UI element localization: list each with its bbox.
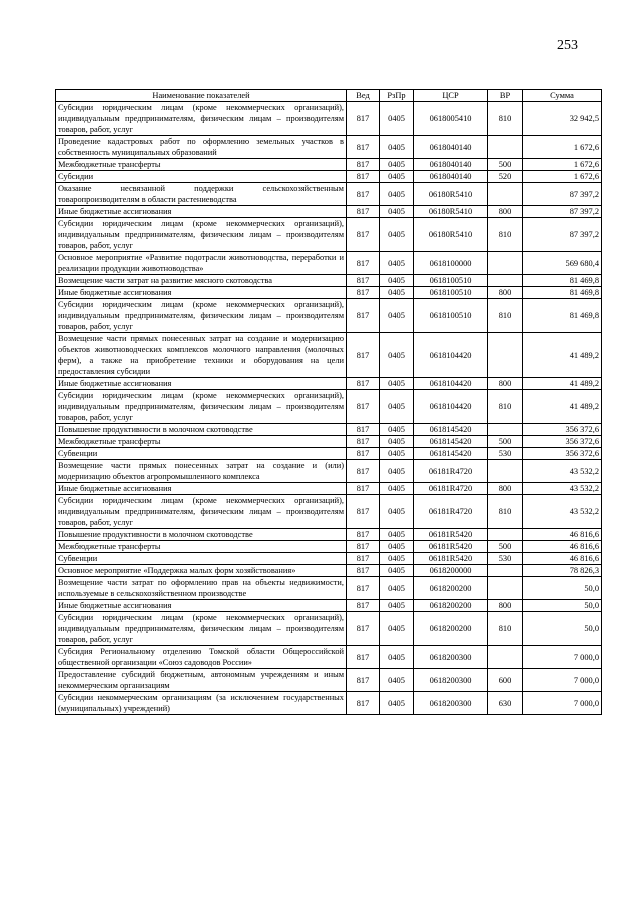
- cell-name: Субсидия Региональному отделению Томской области Общероссийской общественной организации «Союз садоводов России»: [56, 646, 347, 669]
- cell-vr: [488, 460, 523, 483]
- cell-rzpr: 0405: [380, 390, 414, 424]
- cell-sum: 50,0: [523, 600, 602, 612]
- cell-vr: 500: [488, 541, 523, 553]
- table-header-row: [56, 90, 602, 102]
- cell-rzpr: 0405: [380, 218, 414, 252]
- cell-ved: 817: [347, 206, 380, 218]
- cell-vr: 810: [488, 390, 523, 424]
- cell-sum: 50,0: [523, 612, 602, 646]
- table-row: [56, 692, 602, 715]
- cell-name: Возмещение части прямых понесенных затрат на создание и (или) модернизацию объектов агропромышленного комплекса: [56, 460, 347, 483]
- cell-sum: 81 469,8: [523, 275, 602, 287]
- cell-ved: 817: [347, 495, 380, 529]
- cell-csr: 06181R4720: [414, 460, 488, 483]
- cell-name: Повышение продуктивности в молочном скотоводстве: [56, 424, 347, 436]
- cell-csr: 06180R5410: [414, 183, 488, 206]
- cell-name: Субсидии юридическим лицам (кроме некоммерческих организаций), индивидуальным предпринимателям, физическим лицам – производителям товаров, работ, услуг: [56, 612, 347, 646]
- cell-ved: 817: [347, 600, 380, 612]
- cell-csr: 0618100000: [414, 252, 488, 275]
- cell-sum: 1 672,6: [523, 159, 602, 171]
- cell-vr: [488, 136, 523, 159]
- cell-csr: 0618100510: [414, 299, 488, 333]
- cell-ved: 817: [347, 252, 380, 275]
- table-row: [56, 390, 602, 424]
- cell-vr: [488, 275, 523, 287]
- cell-ved: 817: [347, 378, 380, 390]
- cell-ved: 817: [347, 553, 380, 565]
- cell-vr: 500: [488, 436, 523, 448]
- cell-rzpr: 0405: [380, 252, 414, 275]
- cell-ved: 817: [347, 448, 380, 460]
- table-row: [56, 299, 602, 333]
- table-row: [56, 333, 602, 378]
- cell-sum: 7 000,0: [523, 646, 602, 669]
- cell-sum: 50,0: [523, 577, 602, 600]
- cell-vr: 800: [488, 206, 523, 218]
- table-row: [56, 287, 602, 299]
- table-row: [56, 183, 602, 206]
- cell-rzpr: 0405: [380, 565, 414, 577]
- cell-vr: [488, 529, 523, 541]
- cell-ved: 817: [347, 299, 380, 333]
- cell-ved: 817: [347, 171, 380, 183]
- table-row: [56, 436, 602, 448]
- cell-name: Иные бюджетные ассигнования: [56, 483, 347, 495]
- cell-name: Повышение продуктивности в молочном скотоводстве: [56, 529, 347, 541]
- cell-ved: 817: [347, 612, 380, 646]
- cell-name: Субсидии юридическим лицам (кроме некоммерческих организаций), индивидуальным предпринимателям, физическим лицам – производителям товаров, работ, услуг: [56, 495, 347, 529]
- cell-sum: 41 489,2: [523, 333, 602, 378]
- cell-sum: 356 372,6: [523, 424, 602, 436]
- header-vr: ВР: [488, 90, 523, 102]
- table-body: [56, 102, 602, 715]
- cell-rzpr: 0405: [380, 424, 414, 436]
- cell-ved: 817: [347, 529, 380, 541]
- cell-ved: 817: [347, 646, 380, 669]
- cell-csr: 0618040140: [414, 136, 488, 159]
- cell-name: Субвенции: [56, 553, 347, 565]
- cell-rzpr: 0405: [380, 171, 414, 183]
- cell-vr: 800: [488, 483, 523, 495]
- cell-name: Возмещение части прямых понесенных затрат на создание и модернизацию объектов животноводческих комплексов молочного направления (молочных ферм), а также на приобретение техники и оборудования на цели предоставления субсидии: [56, 333, 347, 378]
- cell-vr: 530: [488, 448, 523, 460]
- cell-name: Субсидии: [56, 171, 347, 183]
- cell-name: Возмещение части затрат на развитие мясного скотоводства: [56, 275, 347, 287]
- header-ved: Вед: [347, 90, 380, 102]
- table-row: [56, 136, 602, 159]
- table-row: [56, 541, 602, 553]
- table-row: [56, 612, 602, 646]
- table-row: [56, 483, 602, 495]
- header-name: Наименование показателей: [56, 90, 347, 102]
- header-sum: Сумма: [523, 90, 602, 102]
- cell-csr: 06180R5410: [414, 206, 488, 218]
- cell-sum: 569 680,4: [523, 252, 602, 275]
- cell-name: Иные бюджетные ассигнования: [56, 378, 347, 390]
- cell-vr: 810: [488, 495, 523, 529]
- cell-csr: 0618200000: [414, 565, 488, 577]
- cell-sum: 41 489,2: [523, 378, 602, 390]
- table-row: [56, 646, 602, 669]
- cell-rzpr: 0405: [380, 692, 414, 715]
- table-row: [56, 171, 602, 183]
- cell-vr: [488, 252, 523, 275]
- table-row: [56, 529, 602, 541]
- cell-csr: 0618200200: [414, 612, 488, 646]
- budget-table: [55, 89, 602, 715]
- header-csr: ЦСР: [414, 90, 488, 102]
- cell-sum: 43 532,2: [523, 460, 602, 483]
- cell-ved: 817: [347, 159, 380, 171]
- cell-vr: 500: [488, 159, 523, 171]
- table-row: [56, 424, 602, 436]
- table-row: [56, 669, 602, 692]
- cell-rzpr: 0405: [380, 612, 414, 646]
- cell-csr: 0618104420: [414, 378, 488, 390]
- cell-sum: 46 816,6: [523, 553, 602, 565]
- cell-ved: 817: [347, 183, 380, 206]
- table-row: [56, 460, 602, 483]
- cell-rzpr: 0405: [380, 460, 414, 483]
- table-row: [56, 600, 602, 612]
- cell-ved: 817: [347, 136, 380, 159]
- cell-rzpr: 0405: [380, 577, 414, 600]
- cell-rzpr: 0405: [380, 646, 414, 669]
- cell-name: Иные бюджетные ассигнования: [56, 206, 347, 218]
- cell-rzpr: 0405: [380, 378, 414, 390]
- cell-name: Оказание несвязанной поддержки сельскохозяйственным товаропроизводителям в области растениеводства: [56, 183, 347, 206]
- cell-rzpr: 0405: [380, 448, 414, 460]
- cell-rzpr: 0405: [380, 541, 414, 553]
- cell-name: Иные бюджетные ассигнования: [56, 600, 347, 612]
- cell-name: Субсидии юридическим лицам (кроме некоммерческих организаций), индивидуальным предпринимателям, физическим лицам – производителям товаров, работ, услуг: [56, 390, 347, 424]
- cell-csr: 0618200300: [414, 646, 488, 669]
- cell-vr: 810: [488, 612, 523, 646]
- cell-name: Межбюджетные трансферты: [56, 159, 347, 171]
- cell-ved: 817: [347, 390, 380, 424]
- cell-ved: 817: [347, 436, 380, 448]
- cell-csr: 06181R5420: [414, 529, 488, 541]
- cell-rzpr: 0405: [380, 600, 414, 612]
- cell-vr: 800: [488, 600, 523, 612]
- cell-rzpr: 0405: [380, 669, 414, 692]
- page-number: 253: [557, 38, 578, 53]
- cell-csr: 0618104420: [414, 390, 488, 424]
- cell-sum: 7 000,0: [523, 669, 602, 692]
- cell-vr: [488, 183, 523, 206]
- cell-sum: 1 672,6: [523, 136, 602, 159]
- cell-name: Проведение кадастровых работ по оформлению земельных участков в собственность муниципальных образований: [56, 136, 347, 159]
- cell-csr: 0618100510: [414, 287, 488, 299]
- cell-rzpr: 0405: [380, 159, 414, 171]
- cell-sum: 46 816,6: [523, 541, 602, 553]
- cell-rzpr: 0405: [380, 483, 414, 495]
- cell-csr: 0618145420: [414, 424, 488, 436]
- table-row: [56, 218, 602, 252]
- cell-vr: 630: [488, 692, 523, 715]
- cell-rzpr: 0405: [380, 495, 414, 529]
- cell-name: Субсидии юридическим лицам (кроме некоммерческих организаций), индивидуальным предпринимателям, физическим лицам – производителям товаров, работ, услуг: [56, 102, 347, 136]
- cell-sum: 78 826,3: [523, 565, 602, 577]
- cell-vr: 810: [488, 102, 523, 136]
- cell-vr: [488, 424, 523, 436]
- table-row: [56, 159, 602, 171]
- cell-vr: [488, 646, 523, 669]
- cell-name: Субсидии юридическим лицам (кроме некоммерческих организаций), индивидуальным предпринимателям, физическим лицам – производителям товаров, работ, услуг: [56, 218, 347, 252]
- cell-name: Межбюджетные трансферты: [56, 436, 347, 448]
- cell-csr: 0618200300: [414, 692, 488, 715]
- cell-sum: 43 532,2: [523, 483, 602, 495]
- cell-ved: 817: [347, 424, 380, 436]
- cell-ved: 817: [347, 577, 380, 600]
- cell-ved: 817: [347, 692, 380, 715]
- table-row: [56, 378, 602, 390]
- cell-ved: 817: [347, 287, 380, 299]
- cell-vr: 520: [488, 171, 523, 183]
- cell-csr: 0618040140: [414, 159, 488, 171]
- cell-csr: 0618200200: [414, 577, 488, 600]
- cell-sum: 87 397,2: [523, 183, 602, 206]
- cell-sum: 32 942,5: [523, 102, 602, 136]
- cell-sum: 41 489,2: [523, 390, 602, 424]
- table-row: [56, 577, 602, 600]
- cell-ved: 817: [347, 102, 380, 136]
- cell-sum: 87 397,2: [523, 206, 602, 218]
- cell-csr: 06181R5420: [414, 541, 488, 553]
- cell-ved: 817: [347, 460, 380, 483]
- table-row: [56, 252, 602, 275]
- cell-sum: 356 372,6: [523, 448, 602, 460]
- cell-rzpr: 0405: [380, 299, 414, 333]
- cell-rzpr: 0405: [380, 529, 414, 541]
- cell-sum: 7 000,0: [523, 692, 602, 715]
- cell-vr: 800: [488, 287, 523, 299]
- cell-sum: 87 397,2: [523, 218, 602, 252]
- table-row: [56, 206, 602, 218]
- cell-ved: 817: [347, 669, 380, 692]
- cell-name: Основное мероприятие «Развитие подотрасли животноводства, переработки и реализации продукции животноводства»: [56, 252, 347, 275]
- cell-rzpr: 0405: [380, 183, 414, 206]
- cell-vr: [488, 577, 523, 600]
- cell-ved: 817: [347, 541, 380, 553]
- cell-ved: 817: [347, 218, 380, 252]
- cell-name: Возмещение части затрат по оформлению прав на объекты недвижимости, используемые в сельскохозяйственном производстве: [56, 577, 347, 600]
- cell-csr: 0618040140: [414, 171, 488, 183]
- cell-rzpr: 0405: [380, 206, 414, 218]
- cell-name: Субвенции: [56, 448, 347, 460]
- cell-sum: 43 532,2: [523, 495, 602, 529]
- cell-sum: 1 672,6: [523, 171, 602, 183]
- cell-rzpr: 0405: [380, 275, 414, 287]
- cell-sum: 46 816,6: [523, 529, 602, 541]
- cell-ved: 817: [347, 483, 380, 495]
- table-row: [56, 553, 602, 565]
- cell-vr: [488, 565, 523, 577]
- header-rzpr: РзПр: [380, 90, 414, 102]
- cell-name: Предоставление субсидий бюджетным, автономным учреждениям и иным некоммерческим организациям: [56, 669, 347, 692]
- cell-csr: 0618145420: [414, 448, 488, 460]
- cell-rzpr: 0405: [380, 436, 414, 448]
- cell-ved: 817: [347, 565, 380, 577]
- cell-name: Иные бюджетные ассигнования: [56, 287, 347, 299]
- cell-csr: 06181R4720: [414, 483, 488, 495]
- cell-vr: 600: [488, 669, 523, 692]
- cell-sum: 81 469,8: [523, 287, 602, 299]
- cell-vr: 530: [488, 553, 523, 565]
- cell-csr: 06181R4720: [414, 495, 488, 529]
- cell-csr: 06180R5410: [414, 218, 488, 252]
- cell-sum: 81 469,8: [523, 299, 602, 333]
- cell-name: Субсидии юридическим лицам (кроме некоммерческих организаций), индивидуальным предпринимателям, физическим лицам – производителям товаров, работ, услуг: [56, 299, 347, 333]
- cell-csr: 06181R5420: [414, 553, 488, 565]
- table-row: [56, 448, 602, 460]
- cell-csr: 0618200300: [414, 669, 488, 692]
- cell-name: Межбюджетные трансферты: [56, 541, 347, 553]
- cell-vr: 810: [488, 299, 523, 333]
- table-row: [56, 565, 602, 577]
- cell-sum: 356 372,6: [523, 436, 602, 448]
- cell-vr: 810: [488, 218, 523, 252]
- cell-csr: 0618104420: [414, 333, 488, 378]
- cell-csr: 0618100510: [414, 275, 488, 287]
- table-row: [56, 275, 602, 287]
- cell-vr: [488, 333, 523, 378]
- cell-csr: 0618145420: [414, 436, 488, 448]
- table-row: [56, 495, 602, 529]
- cell-name: Субсидии некоммерческим организациям (за исключением государственных (муниципальных) учреждений): [56, 692, 347, 715]
- cell-rzpr: 0405: [380, 102, 414, 136]
- cell-csr: 0618005410: [414, 102, 488, 136]
- cell-rzpr: 0405: [380, 136, 414, 159]
- cell-name: Основное мероприятие «Поддержка малых форм хозяйствования»: [56, 565, 347, 577]
- cell-rzpr: 0405: [380, 287, 414, 299]
- cell-rzpr: 0405: [380, 553, 414, 565]
- cell-vr: 800: [488, 378, 523, 390]
- cell-ved: 817: [347, 275, 380, 287]
- cell-ved: 817: [347, 333, 380, 378]
- cell-rzpr: 0405: [380, 333, 414, 378]
- cell-csr: 0618200200: [414, 600, 488, 612]
- table-row: [56, 102, 602, 136]
